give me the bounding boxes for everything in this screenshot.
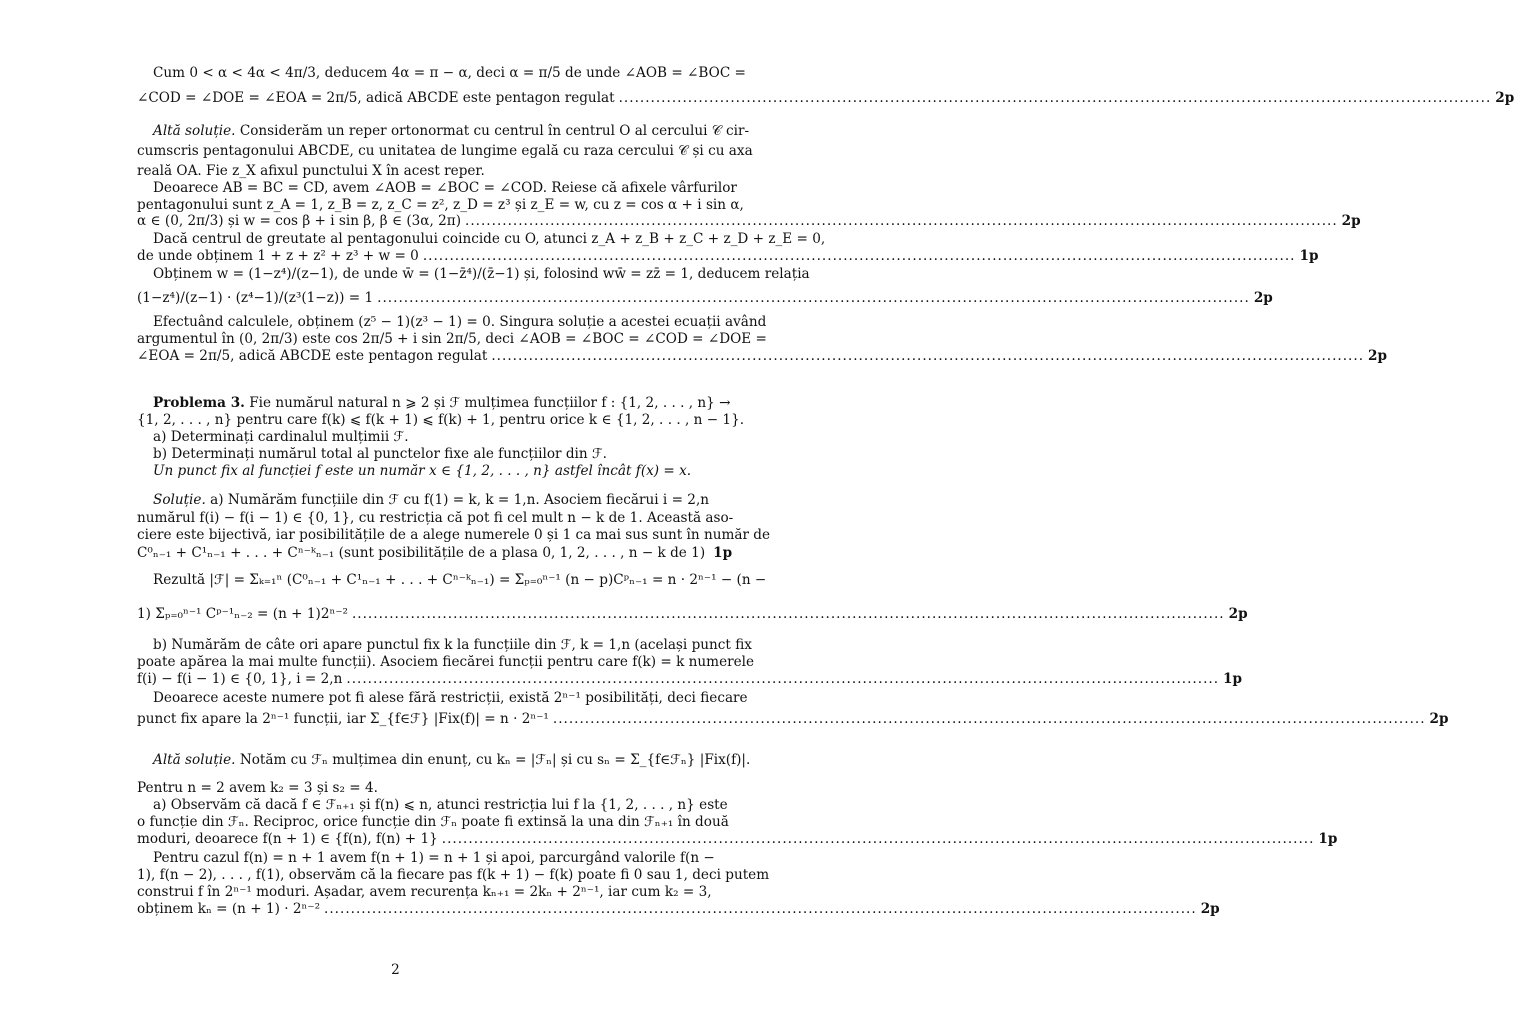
scored-line	[137, 213, 1361, 230]
score: 2p	[1368, 348, 1387, 364]
scored-line	[137, 545, 733, 562]
line-text: de unde obținem 1 + z + z² + z³ + w = 0	[137, 248, 419, 264]
line-text: Considerăm un reper ortonormat cu centrul în centrul O al cercului 𝒞 cir-	[235, 123, 750, 139]
line-text: Notăm cu ℱₙ mulțimea din enunț, cu kₙ = |ℱₙ| și cu sₙ = Σ_{f∈ℱₙ} |Fix(f)|.	[235, 752, 751, 768]
line-text: Fie numărul natural n ⩾ 2 și ℱ mulțimea funcțiilor f : {1, 2, . . . , n} →	[244, 395, 731, 411]
text-line: b) Determinați numărul total al punctelor fixe ale funcțiilor din ℱ.	[153, 446, 607, 462]
text-line: reală OA. Fie z_X afixul punctului X în acest reper.	[137, 163, 485, 179]
text-line	[153, 752, 751, 769]
score: 2p	[1429, 711, 1449, 727]
text-line: poate apărea la mai multe funcții). Asociem fiecărei funcții pentru care f(k) = k numerele	[137, 654, 755, 670]
text-line: Dacă centrul de greutate al pentagonului coincide cu O, atunci z_A + z_B + z_C + z_D + z_E = 0,	[153, 231, 826, 247]
scored-line	[137, 290, 1273, 307]
text-line: Pentru n = 2 avem k₂ = 3 și s₂ = 4.	[137, 780, 378, 796]
line-text: 1) Σₚ₌₀ⁿ⁻¹ Cᵖ⁻¹ₙ₋₂ = (n + 1)2ⁿ⁻²	[137, 606, 348, 622]
line-text: ∠COD = ∠DOE = ∠EOA = 2π/5, adică ABCDE este pentagon regulat	[137, 90, 615, 106]
score: 2p	[1253, 290, 1273, 306]
leader-dots: ....................................................................................................................................................................	[465, 213, 1338, 229]
leader-dots: ....................................................................................................................................................................	[441, 831, 1315, 847]
score: 2p	[1228, 606, 1248, 622]
text-line: argumentul în (0, 2π/3) este cos 2π/5 + i sin 2π/5, deci ∠AOB = ∠BOC = ∠COD = ∠DOE =	[137, 331, 767, 347]
scored-line	[137, 90, 1514, 107]
problem-title: Problema 3.	[153, 395, 245, 411]
line-text: α ∈ (0, 2π/3) și w = cos β + i sin β, β ∈ (3α, 2π)	[137, 213, 462, 229]
text-line: numărul f(i) − f(i − 1) ∈ {0, 1}, cu restricția că pot fi cel mult n − k de 1. Această aso-	[137, 510, 734, 526]
text-line: Deoarece aceste numere pot fi alese fără restricții, există 2ⁿ⁻¹ posibilități, deci fiecare	[153, 690, 748, 706]
text-line: Obținem w = (1−z⁴)/(z−1), de unde w̄ = (1−z̄⁴)/(z̄−1) și, folosind ww̄ = zz̄ = 1, deducem relația	[153, 266, 810, 282]
line-text: f(i) − f(i − 1) ∈ {0, 1}, i = 2,n	[137, 671, 343, 687]
section-label: Soluție.	[153, 492, 206, 508]
score: 2p	[1200, 901, 1220, 917]
score: 2p	[1495, 90, 1514, 106]
leader-dots: ....................................................................................................................................................................	[491, 348, 1365, 364]
text-line: b) Numărăm de câte ori apare punctul fix k la funcțiile din ℱ, k = 1,n (același punct fix	[153, 637, 752, 653]
leader-dots: ....................................................................................................................................................................	[552, 711, 1426, 727]
text-line: {1, 2, . . . , n} pentru care f(k) ⩽ f(k + 1) ⩽ f(k) + 1, pentru orice k ∈ {1, 2, . . . , n − 1}.	[137, 412, 745, 428]
page-number: 2	[391, 962, 400, 978]
scored-line	[137, 831, 1338, 848]
definition-line: Un punct fix al funcției f este un număr x ∈ {1, 2, . . . , n} astfel încât f(x) = x.	[153, 463, 692, 479]
text-line: Cum 0 < α < 4α < 4π/3, deducem 4α = π − α, deci α = π/5 de unde ∠AOB = ∠BOC =	[153, 65, 746, 81]
text-line: construi f în 2ⁿ⁻¹ moduri. Așadar, avem recurența kₙ₊₁ = 2kₙ + 2ⁿ⁻¹, iar cum k₂ = 3,	[137, 884, 712, 900]
text-line: Pentru cazul f(n) = n + 1 avem f(n + 1) = n + 1 și apoi, parcurgând valorile f(n −	[153, 850, 715, 866]
text-line: pentagonului sunt z_A = 1, z_B = z, z_C = z², z_D = z³ și z_E = w, cu z = cos α + i sin α,	[137, 197, 744, 213]
score: 1p	[1299, 248, 1319, 264]
leader-dots: ....................................................................................................................................................................	[346, 671, 1220, 687]
text-line: ciere este bijectivă, iar posibilitățile de a alege numerele 0 și 1 ca mai sus sunt în număr de	[137, 527, 771, 543]
text-line: Efectuând calculele, obținem (z⁵ − 1)(z³ − 1) = 0. Singura soluție a acestei ecuații având	[153, 314, 767, 330]
score: 1p	[713, 545, 733, 561]
score: 1p	[1223, 671, 1242, 687]
line-text: (1−z⁴)/(z−1) · (z⁴−1)/(z³(1−z)) = 1	[137, 290, 374, 306]
text-line: 1), f(n − 2), . . . , f(1), observăm că la fiecare pas f(k + 1) − f(k) poate fi 0 sau 1, deci putem	[137, 867, 770, 883]
text-line: o funcție din ℱₙ. Reciproc, orice funcție din ℱₙ poate fi extinsă la una din ℱₙ₊₁ în două	[137, 814, 729, 830]
text-line	[153, 492, 710, 509]
line-text: obținem kₙ = (n + 1) · 2ⁿ⁻²	[137, 901, 321, 917]
leader-dots: ....................................................................................................................................................................	[351, 606, 1225, 622]
text-line: a) Determinați cardinalul mulțimii ℱ.	[153, 429, 409, 445]
section-label: Altă soluție.	[153, 123, 236, 139]
scored-line	[137, 901, 1220, 918]
leader-dots: ....................................................................................................................................................................	[618, 90, 1492, 106]
scored-line	[137, 671, 1242, 688]
text-line: a) Observăm că dacă f ∈ ℱₙ₊₁ și f(n) ⩽ n, atunci restricția lui f la {1, 2, . . . , n} este	[153, 797, 728, 813]
text-line: Deoarece AB = BC = CD, avem ∠AOB = ∠BOC = ∠COD. Reiese că afixele vârfurilor	[153, 180, 737, 196]
scored-line	[137, 711, 1449, 728]
leader-dots: ....................................................................................................................................................................	[324, 901, 1197, 917]
score: 2p	[1341, 213, 1361, 229]
score: 1p	[1318, 831, 1338, 847]
scored-line	[137, 348, 1387, 365]
line-text: C⁰ₙ₋₁ + C¹ₙ₋₁ + . . . + Cⁿ⁻ᵏₙ₋₁ (sunt posibilitățile de a plasa 0, 1, 2, . . . , n − k de 1)	[137, 545, 706, 561]
text-line	[153, 123, 750, 140]
text-line: Rezultă |ℱ| = Σₖ₌₁ⁿ (C⁰ₙ₋₁ + C¹ₙ₋₁ + . . . + Cⁿ⁻ᵏₙ₋₁) = Σₚ₌₀ⁿ⁻¹ (n − p)Cᵖₙ₋₁ = n · 2ⁿ⁻¹ − (n −	[153, 572, 767, 588]
line-text: moduri, deoarece f(n + 1) ∈ {f(n), f(n) + 1}	[137, 831, 438, 847]
text-line: cumscris pentagonului ABCDE, cu unitatea de lungime egală cu raza cercului 𝒞 și cu axa	[137, 143, 753, 159]
problem-heading	[153, 395, 731, 412]
line-text: a) Numărăm funcțiile din ℱ cu f(1) = k, k = 1,n. Asociem fiecărui i = 2,n	[205, 492, 710, 508]
scored-line	[137, 606, 1248, 623]
line-text: ∠EOA = 2π/5, adică ABCDE este pentagon regulat	[137, 348, 488, 364]
leader-dots: ....................................................................................................................................................................	[377, 290, 1250, 306]
scored-line	[137, 248, 1319, 265]
line-text: punct fix apare la 2ⁿ⁻¹ funcții, iar Σ_{f∈ℱ} |Fix(f)| = n · 2ⁿ⁻¹	[137, 711, 549, 727]
leader-dots: ....................................................................................................................................................................	[422, 248, 1296, 264]
section-label: Altă soluție.	[153, 752, 236, 768]
